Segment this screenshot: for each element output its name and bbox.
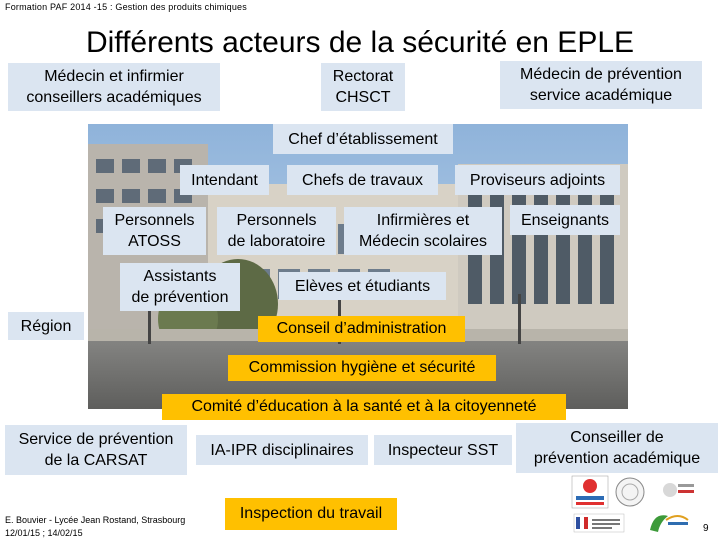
label-assistants: [120, 263, 240, 311]
iredi-logo: [650, 515, 688, 532]
seal-logo: [616, 478, 644, 506]
box-line: Rectorat: [332, 68, 394, 85]
header-text: Formation PAF 2014 -15 : Gestion des produits chimiques: [5, 2, 247, 12]
label-chefs-travaux: Chefs de travaux: [287, 165, 438, 195]
footer-dates: 12/01/15 ; 14/02/15: [5, 528, 83, 538]
partner-logos: [568, 472, 698, 538]
footer-author: E. Bouvier - Lycée Jean Rostand, Strasbourg: [5, 515, 186, 525]
page-number: 9: [703, 523, 709, 534]
box-inspection-travail: Inspection du travail: [225, 498, 397, 530]
box-line: Conseiller de: [570, 429, 664, 446]
box-carsat: [5, 425, 187, 475]
region-alsace-logo: [660, 478, 694, 510]
label-line: Infirmières et: [376, 212, 470, 229]
label-atoss: [103, 207, 206, 255]
box-conseil-administration: Conseil d’administration: [258, 316, 465, 342]
box-rectorat: [321, 63, 405, 111]
label-line: Assistants: [143, 268, 217, 285]
academie-strasbourg-logo: [572, 476, 608, 508]
label-line: Personnels: [114, 212, 195, 229]
box-line: conseillers académiques: [26, 89, 202, 106]
box-ia-ipr: IA-IPR disciplinaires: [196, 435, 368, 465]
ministere-logo: [574, 514, 624, 532]
box-line: service académique: [529, 87, 673, 104]
label-eleves: Elèves et étudiants: [279, 272, 446, 300]
page-title: Différents acteurs de la sécurité en EPLE: [85, 26, 635, 59]
label-infirmieres: [344, 207, 502, 255]
label-line: Personnels: [236, 212, 317, 229]
box-conseiller-prevention: [516, 423, 718, 473]
label-line: de laboratoire: [227, 233, 326, 250]
box-comite-education: Comité d’éducation à la santé et à la citoyenneté: [162, 394, 566, 420]
box-inspecteur-sst: Inspecteur SST: [374, 435, 512, 465]
box-line: de la CARSAT: [44, 452, 148, 469]
label-enseignants: Enseignants: [510, 205, 620, 235]
box-line: Médecin et infirmier: [44, 68, 184, 85]
box-line: CHSCT: [335, 89, 391, 106]
label-region: Région: [8, 312, 84, 340]
box-line: prévention académique: [533, 450, 701, 467]
box-line: Médecin de prévention: [520, 66, 682, 83]
box-medecin-infirmier: [8, 63, 220, 111]
box-line: Service de prévention: [18, 431, 174, 448]
label-chef: Chef d’établissement: [273, 124, 453, 154]
label-proviseurs: Proviseurs adjoints: [455, 165, 620, 195]
label-laboratoire: [217, 207, 336, 255]
label-line: ATOSS: [128, 233, 181, 250]
label-intendant: Intendant: [180, 165, 269, 195]
label-line: de prévention: [131, 289, 229, 306]
label-line: Médecin scolaires: [358, 233, 488, 250]
box-commission-hygiene: Commission hygiène et sécurité: [228, 355, 496, 381]
box-medecin-prevention: [500, 61, 702, 109]
